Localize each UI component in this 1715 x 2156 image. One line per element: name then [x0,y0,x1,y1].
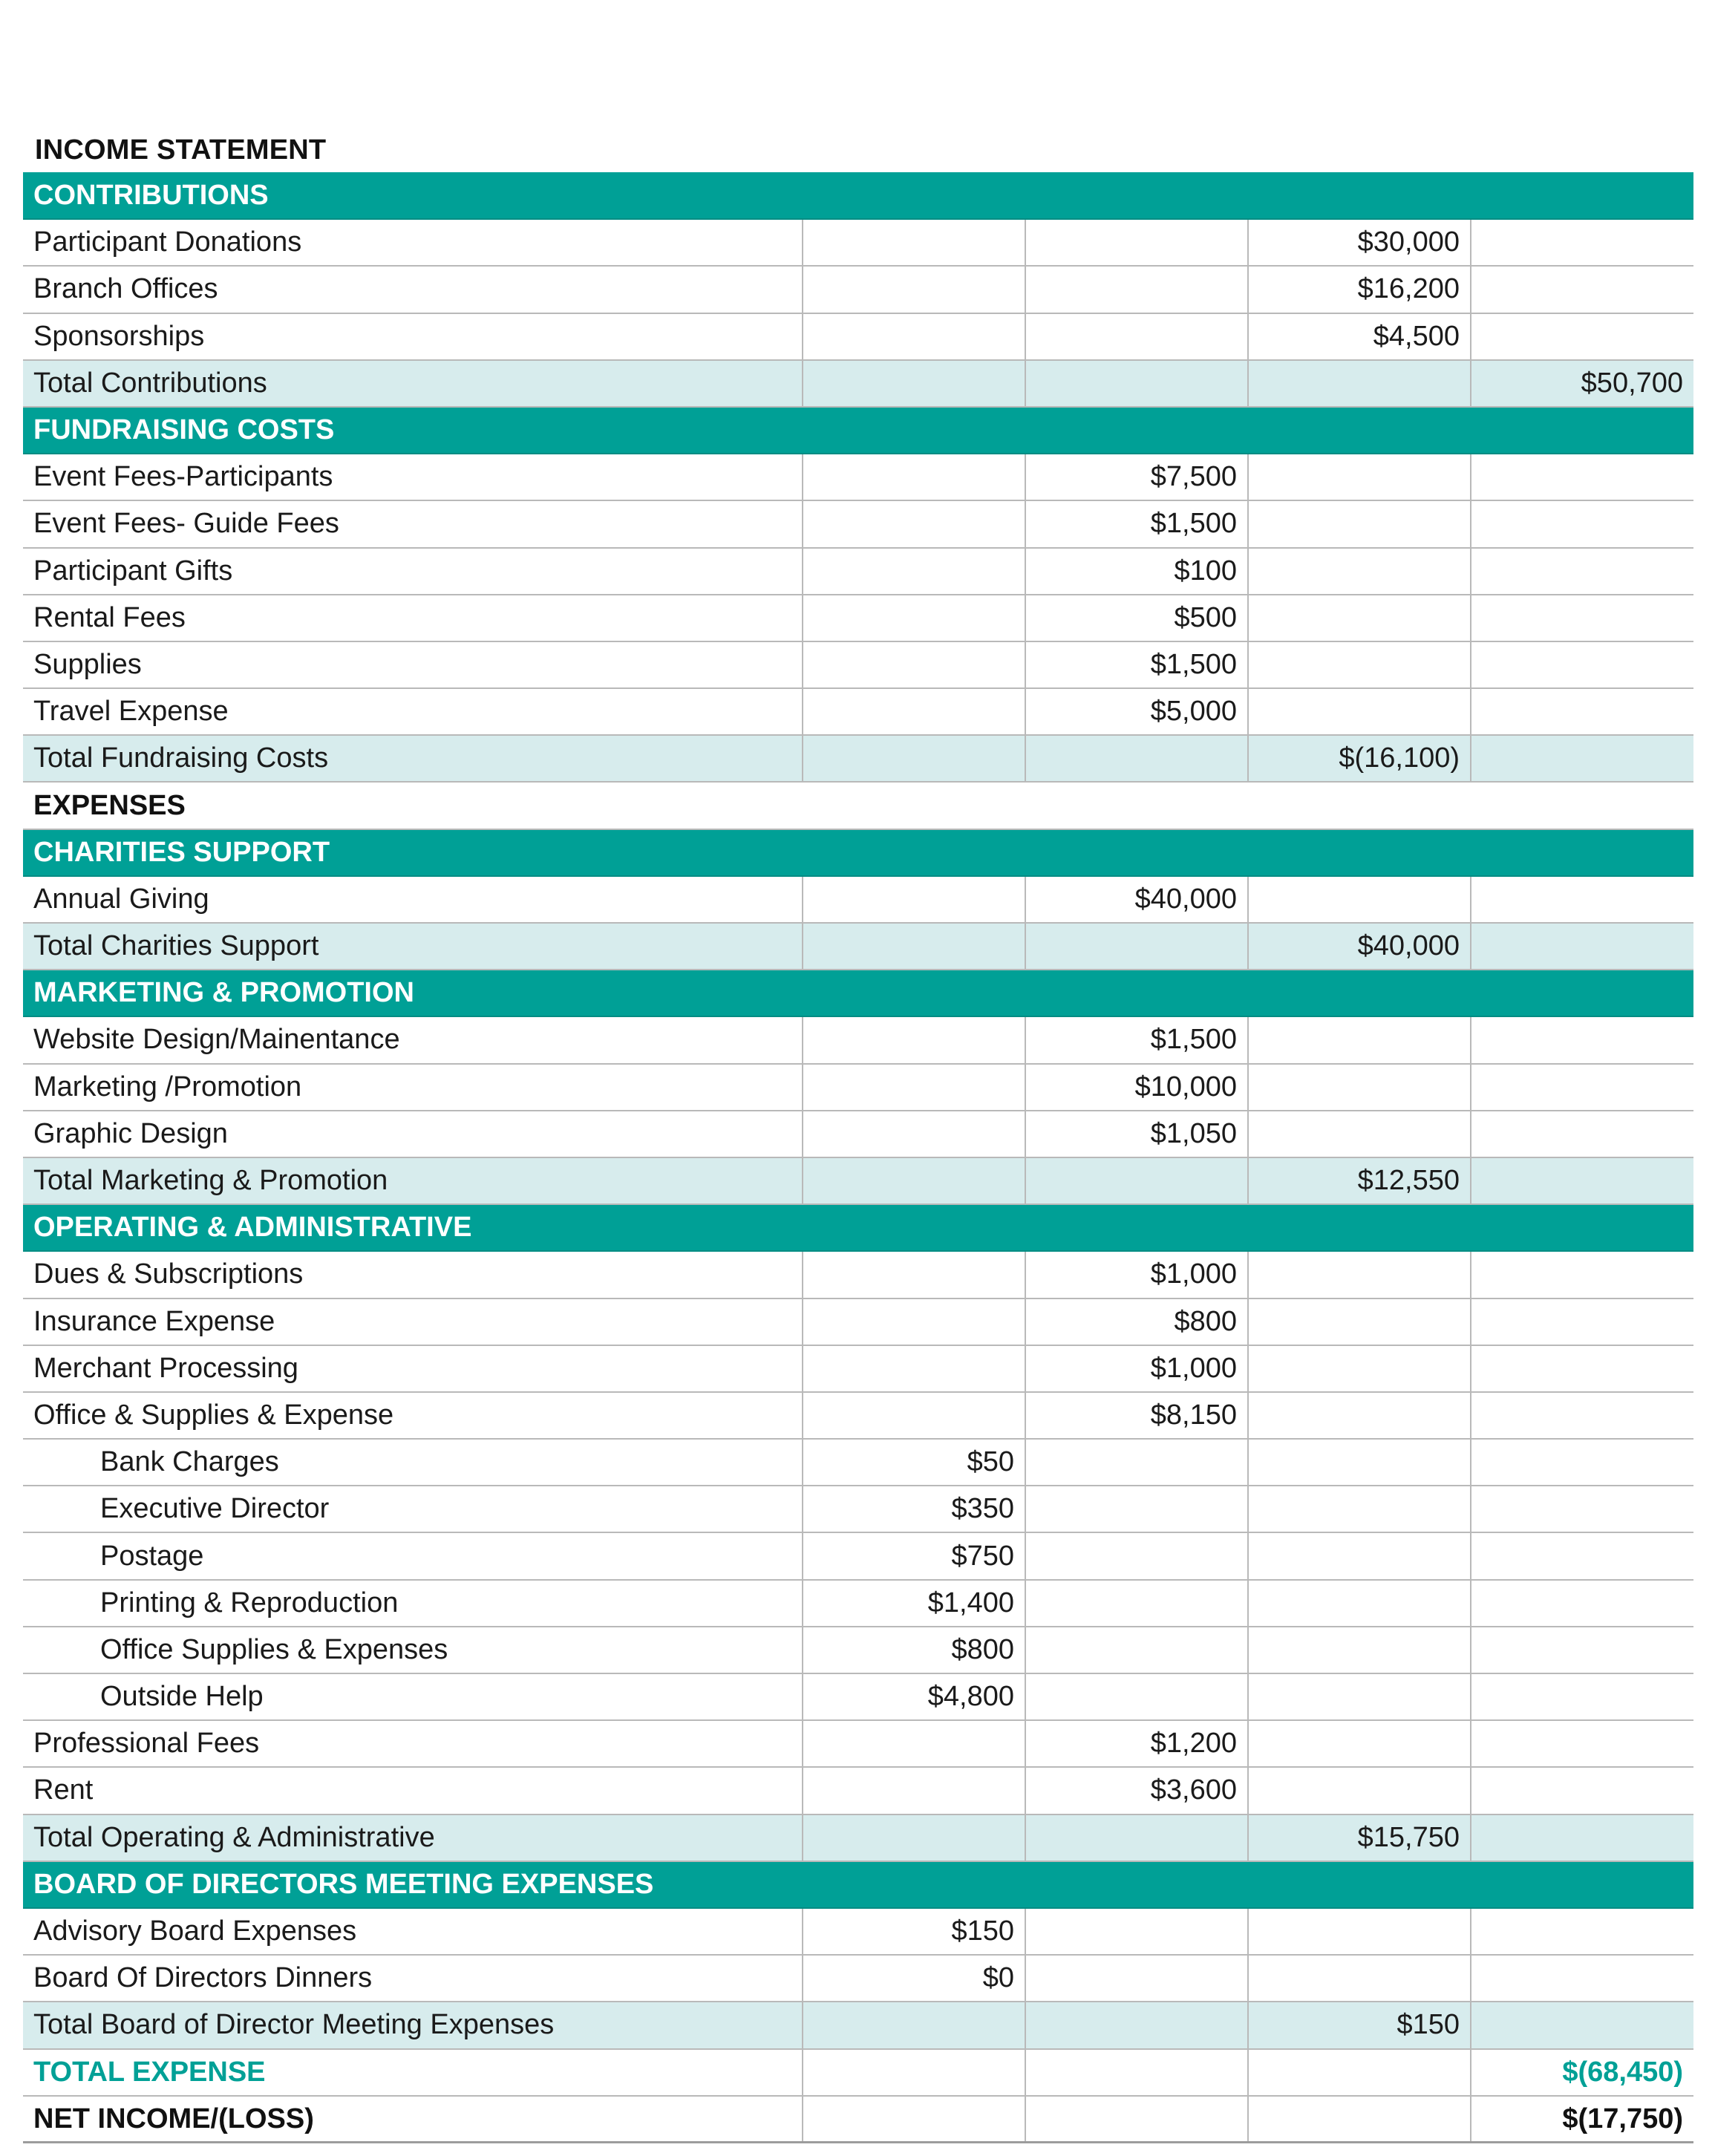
amount-cell [1471,1392,1693,1439]
amount-cell [1471,1767,1693,1814]
line-item-row [23,876,1693,923]
amount-cell [1248,1908,1471,1955]
amount-cell: $800 [803,1627,1025,1673]
net-income-row [23,2096,1693,2143]
amount-cell [1025,923,1248,970]
amount-cell [1471,595,1693,641]
amount-cell [1025,1627,1248,1673]
row-label: Sponsorships [23,313,803,360]
amount-cell [1025,360,1248,407]
line-item-row [23,1251,1693,1298]
amount-cell [1248,1016,1471,1063]
row-label: Total Operating & Administrative [23,1814,803,1861]
row-label: NET INCOME/(LOSS) [23,2096,803,2143]
amount-cell [803,688,1025,735]
amount-cell: $30,000 [1248,219,1471,266]
amount-cell: $4,800 [803,1673,1025,1720]
amount-cell [1248,1439,1471,1486]
amount-cell [1025,2049,1248,2096]
amount-cell [1471,641,1693,688]
line-item-row [23,266,1693,313]
amount-cell [1248,1767,1471,1814]
line-item-row [23,1720,1693,1767]
amount-cell: $1,500 [1025,641,1248,688]
row-label: OPERATING & ADMINISTRATIVE [23,1204,1693,1251]
amount-cell [1025,1908,1248,1955]
row-label: Total Charities Support [23,923,803,970]
amount-cell [1471,454,1693,500]
amount-cell [803,1064,1025,1111]
row-label: Dues & Subscriptions [23,1251,803,1298]
amount-cell [803,641,1025,688]
amount-cell [1025,266,1248,313]
amount-cell [803,1251,1025,1298]
amount-cell [1248,1345,1471,1392]
amount-cell [803,1767,1025,1814]
amount-cell: $(16,100) [1248,735,1471,782]
total-row [23,2002,1693,2048]
amount-cell [1025,2002,1248,2048]
amount-cell [803,548,1025,595]
line-item-row [23,1064,1693,1111]
amount-cell [803,1298,1025,1345]
sub-item-row [23,1532,1693,1579]
amount-cell: $1,200 [1025,1720,1248,1767]
line-item-row [23,548,1693,595]
line-item-row [23,313,1693,360]
amount-cell: $1,000 [1025,1345,1248,1392]
amount-cell [1248,595,1471,641]
amount-cell [1471,1439,1693,1486]
amount-cell [803,2096,1025,2143]
amount-cell: $5,000 [1025,688,1248,735]
amount-cell [1248,1486,1471,1532]
amount-cell [1471,2002,1693,2048]
amount-cell [803,1016,1025,1063]
row-label: Board Of Directors Dinners [23,1955,803,2002]
amount-cell [1471,500,1693,547]
income-statement [23,128,1693,2143]
amount-cell: $1,400 [803,1580,1025,1627]
row-label: Branch Offices [23,266,803,313]
amount-cell: $150 [803,1908,1025,1955]
amount-cell [1025,1439,1248,1486]
row-label: CONTRIBUTIONS [23,172,1693,219]
row-label: Bank Charges [23,1439,803,1486]
amount-cell [803,454,1025,500]
row-label: CHARITIES SUPPORT [23,829,1693,876]
line-item-row [23,454,1693,500]
total-row [23,923,1693,970]
amount-cell [1471,1908,1693,1955]
total-row [23,360,1693,407]
amount-cell [1248,500,1471,547]
total-expense-row [23,2049,1693,2096]
amount-cell [1248,548,1471,595]
amount-cell [1248,2049,1471,2096]
row-label: MARKETING & PROMOTION [23,970,1693,1016]
amount-cell [1471,1298,1693,1345]
line-item-row [23,1111,1693,1157]
amount-cell [1248,360,1471,407]
amount-cell [803,219,1025,266]
amount-cell [1025,1814,1248,1861]
amount-cell: $150 [1248,2002,1471,2048]
row-label: TOTAL EXPENSE [23,2049,803,2096]
amount-cell: $50 [803,1439,1025,1486]
amount-cell: $40,000 [1248,923,1471,970]
amount-cell: $12,550 [1248,1157,1471,1204]
amount-cell [1025,2096,1248,2143]
amount-cell [1471,1345,1693,1392]
amount-cell [1248,1627,1471,1673]
total-row [23,735,1693,782]
amount-cell [1248,1955,1471,2002]
amount-cell [1248,1064,1471,1111]
amount-cell [1248,454,1471,500]
section-header-row [23,1861,1693,1908]
amount-cell [803,313,1025,360]
row-label: Executive Director [23,1486,803,1532]
row-label: Travel Expense [23,688,803,735]
line-item-row [23,1767,1693,1814]
amount-cell [1025,1673,1248,1720]
row-label: Insurance Expense [23,1298,803,1345]
amount-cell [1471,1251,1693,1298]
row-label: Merchant Processing [23,1345,803,1392]
row-label: Website Design/Mainentance [23,1016,803,1063]
amount-cell [1248,1392,1471,1439]
line-item-row [23,1298,1693,1345]
row-label: Postage [23,1532,803,1579]
line-item-row [23,500,1693,547]
amount-cell [1025,1532,1248,1579]
amount-cell [1471,1580,1693,1627]
amount-cell [1025,1157,1248,1204]
amount-cell: $40,000 [1025,876,1248,923]
amount-cell [1025,313,1248,360]
amount-cell [1471,1720,1693,1767]
page-title: INCOME STATEMENT [35,134,327,166]
amount-cell [1471,1111,1693,1157]
amount-cell [1248,876,1471,923]
amount-cell [1025,1955,1248,2002]
amount-cell [1025,1486,1248,1532]
total-row [23,1814,1693,1861]
amount-cell: $350 [803,1486,1025,1532]
row-label: Total Board of Director Meeting Expenses [23,2002,803,2048]
amount-cell [1025,1580,1248,1627]
row-label: Graphic Design [23,1111,803,1157]
amount-cell: $800 [1025,1298,1248,1345]
amount-cell: $8,150 [1025,1392,1248,1439]
sub-item-row [23,1486,1693,1532]
amount-cell: $10,000 [1025,1064,1248,1111]
line-item-row [23,595,1693,641]
amount-cell [1248,1580,1471,1627]
amount-cell: $3,600 [1025,1767,1248,1814]
row-label: Professional Fees [23,1720,803,1767]
amount-cell [1471,876,1693,923]
line-item-row [23,688,1693,735]
amount-cell [1025,735,1248,782]
row-label: Event Fees-Participants [23,454,803,500]
row-label: Supplies [23,641,803,688]
amount-cell: $(17,750) [1471,2096,1693,2143]
amount-cell [1471,266,1693,313]
amount-cell [803,2049,1025,2096]
amount-cell [1248,641,1471,688]
sub-item-row [23,1580,1693,1627]
amount-cell [1248,688,1471,735]
amount-cell [1248,1298,1471,1345]
line-item-row [23,1392,1693,1439]
line-item-row [23,1955,1693,2002]
income-table [23,172,1693,2143]
amount-cell [803,923,1025,970]
amount-cell: $0 [803,1955,1025,2002]
row-label: Total Contributions [23,360,803,407]
row-label: Event Fees- Guide Fees [23,500,803,547]
amount-cell [1471,219,1693,266]
amount-cell [803,266,1025,313]
amount-cell [1025,219,1248,266]
amount-cell [1471,1157,1693,1204]
amount-cell: $(68,450) [1471,2049,1693,2096]
amount-cell [1248,1673,1471,1720]
sub-item-row [23,1673,1693,1720]
amount-cell [1471,1064,1693,1111]
amount-cell [1471,1814,1693,1861]
row-label: FUNDRAISING COSTS [23,407,1693,454]
amount-cell [803,500,1025,547]
amount-cell: $1,050 [1025,1111,1248,1157]
section-header-row [23,970,1693,1016]
section-header-row [23,407,1693,454]
row-label: Outside Help [23,1673,803,1720]
row-label: Annual Giving [23,876,803,923]
row-label: Rent [23,1767,803,1814]
amount-cell [1471,1673,1693,1720]
amount-cell [1248,1251,1471,1298]
amount-cell: $7,500 [1025,454,1248,500]
amount-cell [803,1345,1025,1392]
row-label: BOARD OF DIRECTORS MEETING EXPENSES [23,1861,1693,1908]
total-row [23,1157,1693,1204]
amount-cell [1248,1532,1471,1579]
line-item-row [23,1345,1693,1392]
section-header-row [23,172,1693,219]
amount-cell [803,1720,1025,1767]
section-header-row [23,1204,1693,1251]
group-heading-row [23,782,1693,829]
sub-item-row [23,1439,1693,1486]
amount-cell: $15,750 [1248,1814,1471,1861]
row-label: Rental Fees [23,595,803,641]
amount-cell [1471,923,1693,970]
line-item-row [23,641,1693,688]
amount-cell [1471,735,1693,782]
row-label: Total Fundraising Costs [23,735,803,782]
amount-cell: $1,500 [1025,1016,1248,1063]
amount-cell [1471,548,1693,595]
amount-cell: $50,700 [1471,360,1693,407]
amount-cell [803,1814,1025,1861]
row-label: EXPENSES [23,782,1693,829]
amount-cell: $750 [803,1532,1025,1579]
amount-cell: $16,200 [1248,266,1471,313]
section-header-row [23,829,1693,876]
line-item-row [23,219,1693,266]
row-label: Participant Donations [23,219,803,266]
amount-cell [803,1392,1025,1439]
row-label: Total Marketing & Promotion [23,1157,803,1204]
amount-cell [803,876,1025,923]
row-label: Marketing /Promotion [23,1064,803,1111]
amount-cell [803,735,1025,782]
amount-cell [1248,2096,1471,2143]
amount-cell [1471,1955,1693,2002]
amount-cell [803,1157,1025,1204]
amount-cell: $4,500 [1248,313,1471,360]
sub-item-row [23,1627,1693,1673]
amount-cell [803,2002,1025,2048]
row-label: Office & Supplies & Expense [23,1392,803,1439]
row-label: Office Supplies & Expenses [23,1627,803,1673]
amount-cell [1471,1016,1693,1063]
amount-cell: $100 [1025,548,1248,595]
amount-cell: $1,000 [1025,1251,1248,1298]
amount-cell [803,595,1025,641]
row-label: Printing & Reproduction [23,1580,803,1627]
line-item-row [23,1016,1693,1063]
amount-cell [803,1111,1025,1157]
amount-cell [1471,1486,1693,1532]
amount-cell [1471,1532,1693,1579]
amount-cell: $500 [1025,595,1248,641]
amount-cell [1471,313,1693,360]
row-label: Participant Gifts [23,548,803,595]
amount-cell: $1,500 [1025,500,1248,547]
amount-cell [1248,1111,1471,1157]
amount-cell [803,360,1025,407]
amount-cell [1248,1720,1471,1767]
amount-cell [1471,1627,1693,1673]
line-item-row [23,1908,1693,1955]
amount-cell [1471,688,1693,735]
row-label: Advisory Board Expenses [23,1908,803,1955]
